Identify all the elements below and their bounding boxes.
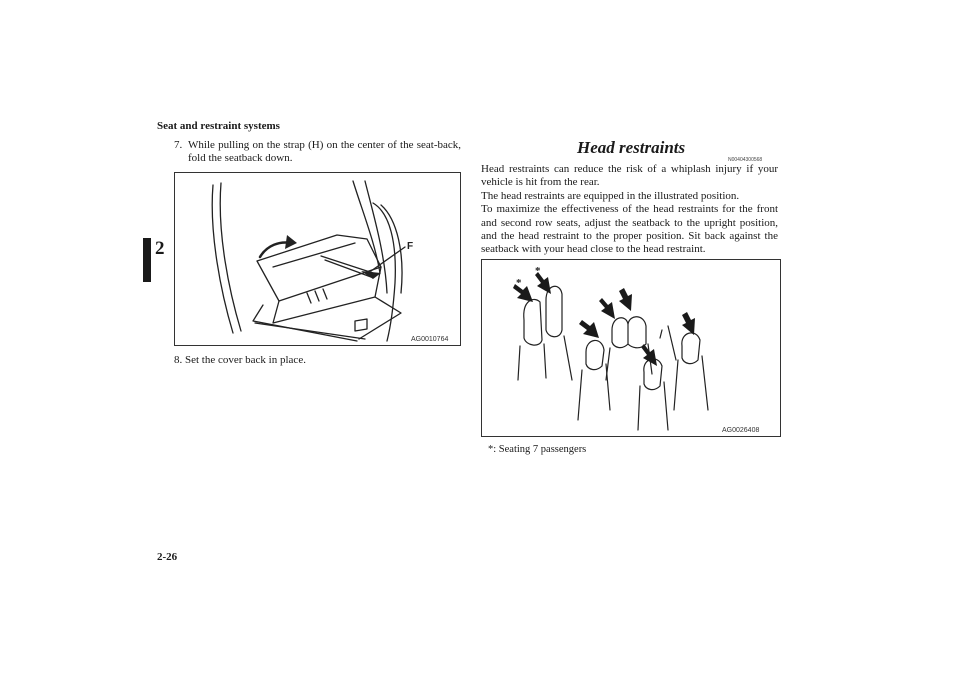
step-7 — [174, 139, 461, 165]
figure2-id: AG0026408 — [722, 427, 760, 434]
figure-note: *: Seating 7 passengers — [488, 444, 587, 455]
section-body — [481, 163, 778, 257]
step-7-number: 7. — [174, 139, 183, 151]
page-number: 2-26 — [157, 551, 178, 563]
seatback-illustration — [175, 173, 460, 345]
figure1-id: AG0010764 — [411, 336, 449, 343]
chapter-number: 2 — [155, 238, 165, 259]
chapter-tab — [143, 238, 151, 282]
asterisk-marker-1: * — [516, 277, 522, 289]
figure-head-restraints — [481, 259, 781, 437]
section-title: Head restraints — [577, 138, 686, 157]
body-paragraph-1: Head restraints can reduce the risk of a whiplash injury if your vehicle is hit from the rear. — [481, 163, 778, 189]
head-restraint-illustration — [482, 260, 780, 436]
figure-seatback-fold — [174, 172, 461, 346]
asterisk-marker-2: * — [535, 265, 541, 277]
body-paragraph-3: To maximize the effectiveness of the head restraints for the front and second row seats, adjust the seatback to the upright position, and the head restraint to the proper position. Sit back against the seatback with your head close to the head restraint. — [481, 203, 778, 256]
document-code: N00404300568 — [728, 157, 763, 163]
body-paragraph-2: The head restraints are equipped in the illustrated position. — [481, 189, 740, 202]
callout-f-label: F — [407, 241, 414, 252]
section-header: Seat and restraint systems — [157, 120, 280, 132]
fold-arrow-head — [285, 235, 297, 249]
step-7-text: While pulling on the strap (H) on the center of the seat-back, fold the seatback down. — [188, 139, 461, 164]
step-8: 8. Set the cover back in place. — [174, 354, 306, 366]
